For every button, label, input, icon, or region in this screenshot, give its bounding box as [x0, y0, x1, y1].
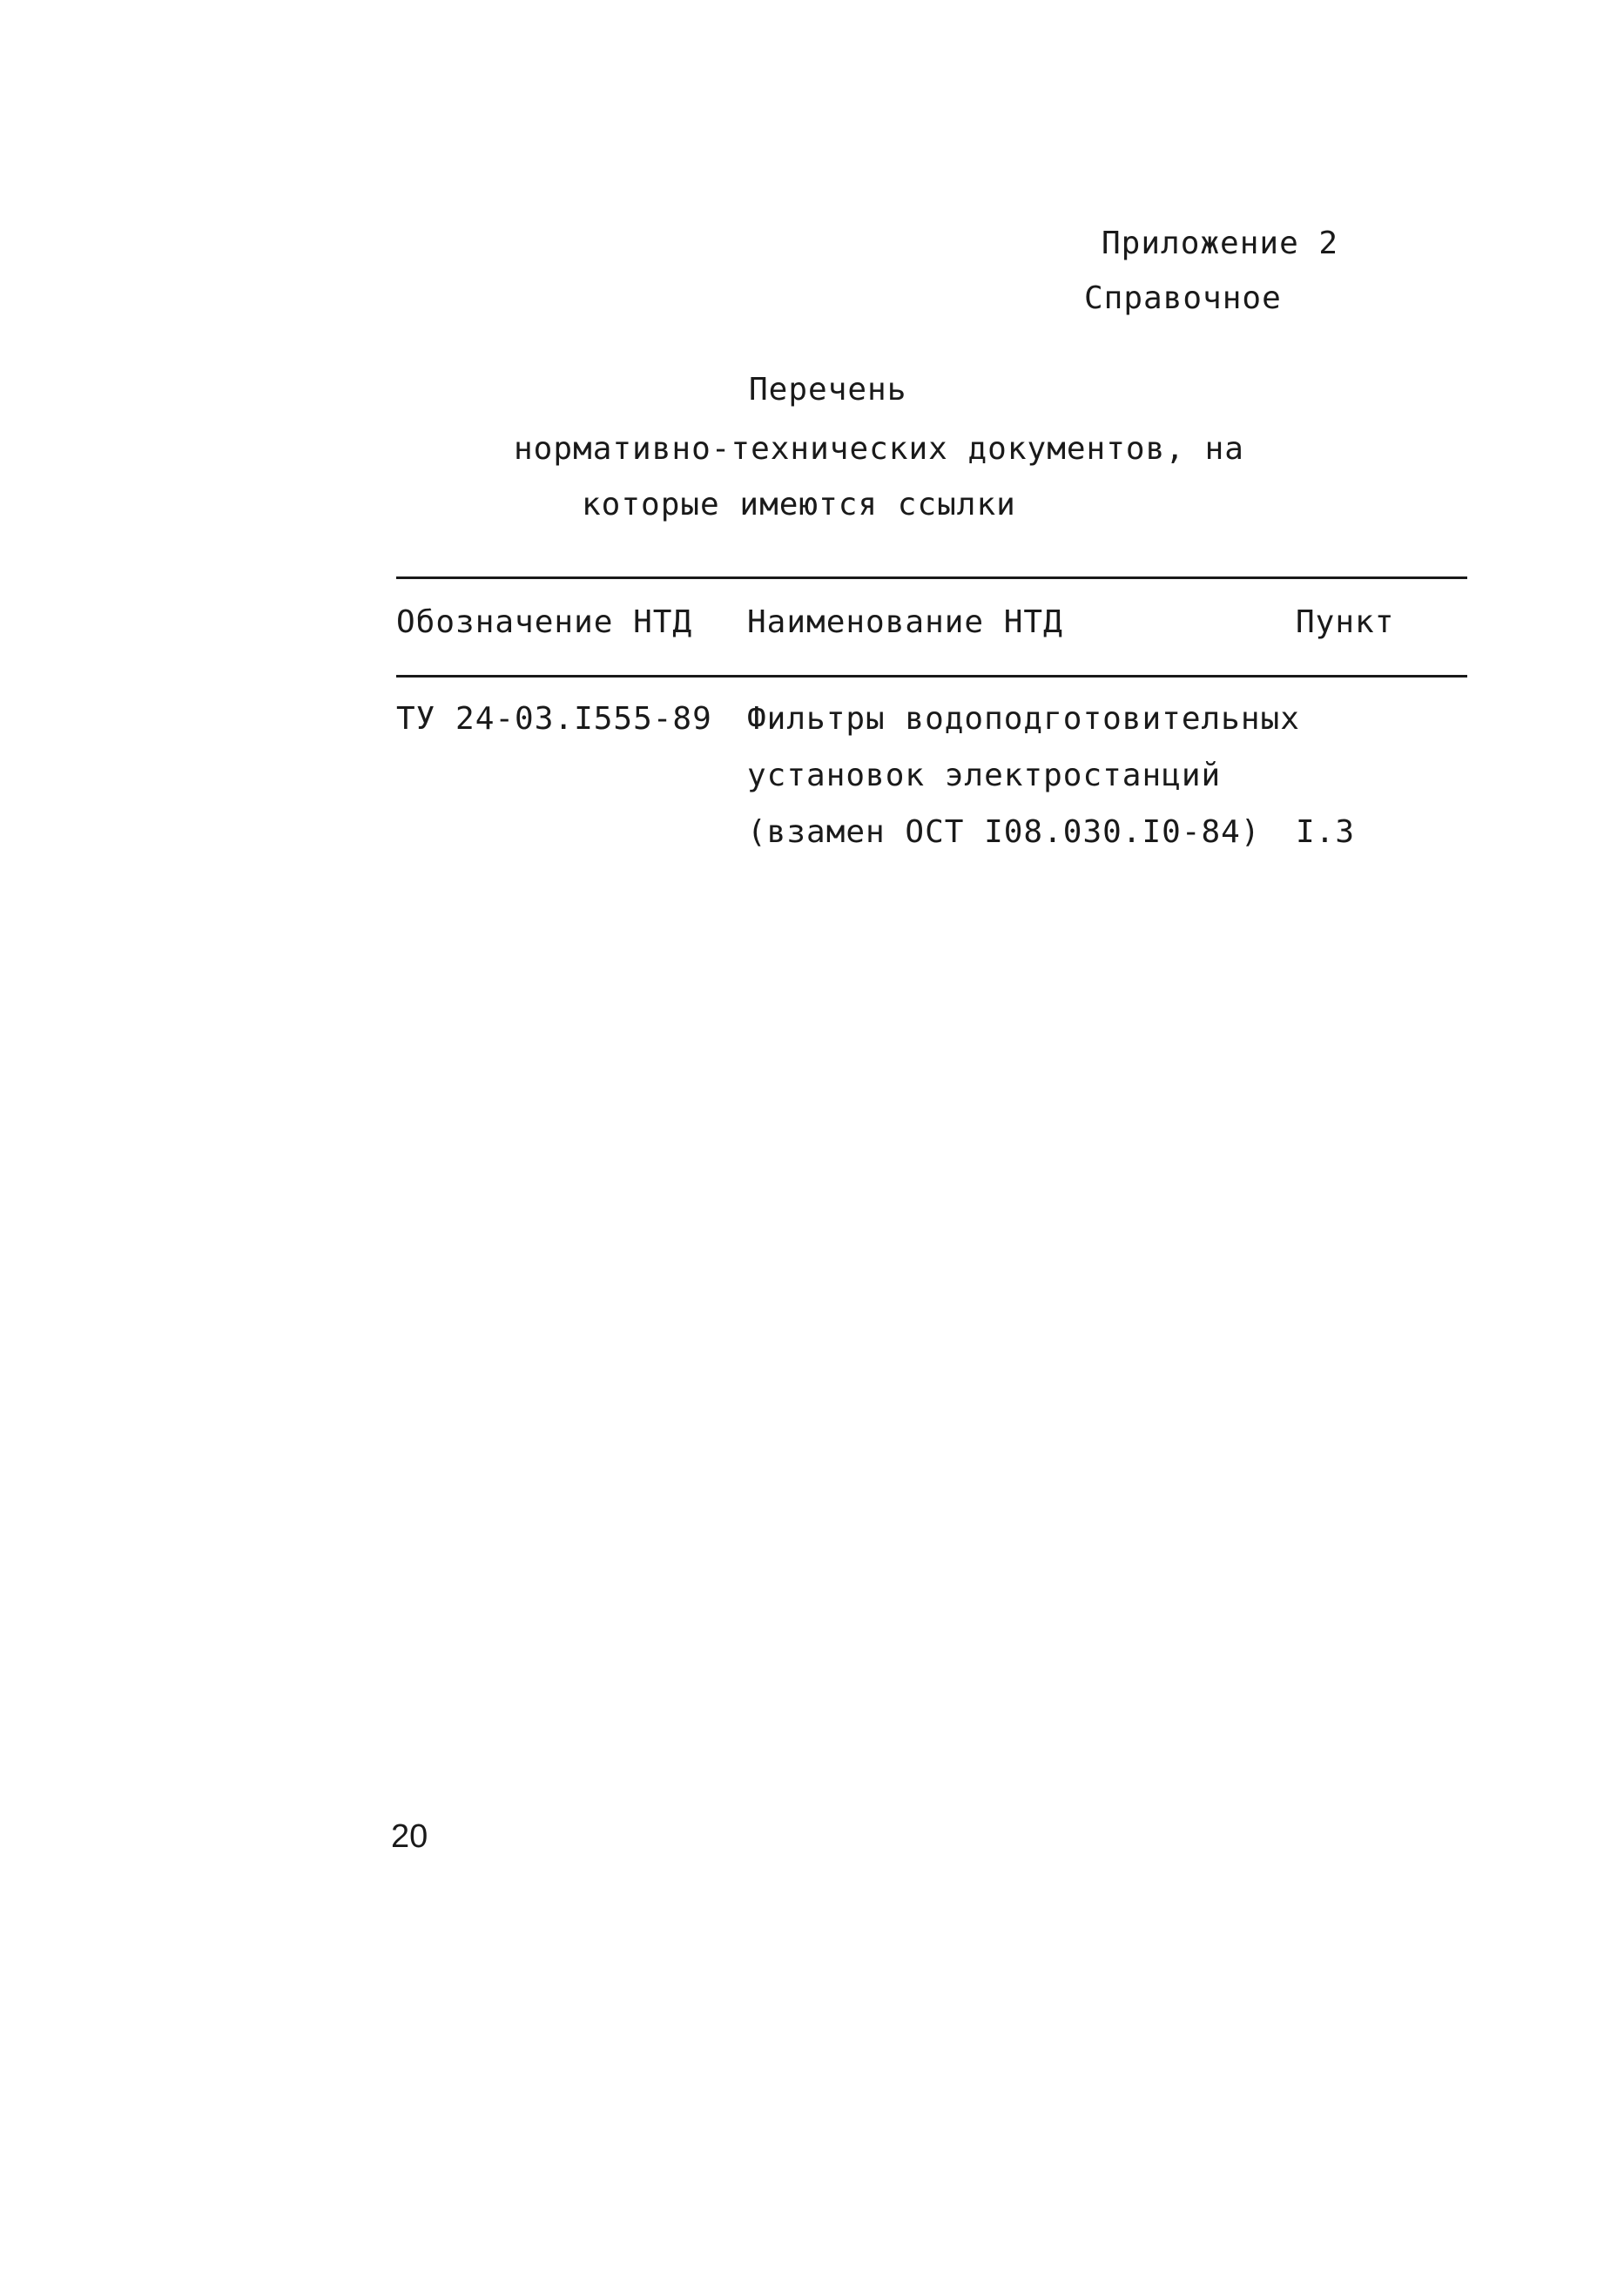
table-cell-designation: ТУ 24-03.I555-89	[396, 701, 712, 737]
column-header-name: Наименование НТД	[747, 604, 1063, 640]
table-cell-item: I.3	[1296, 814, 1356, 850]
column-header-item: Пункт	[1296, 604, 1395, 640]
heading-line-1: Перечень	[749, 372, 907, 408]
table-cell-name-line: Фильтры водоподготовительных	[747, 701, 1300, 737]
table-cell-name-line: (взамен ОСТ I08.030.I0-84)	[747, 814, 1261, 850]
column-header-designation: Обозначение НТД	[396, 604, 693, 640]
annex-title: Приложение 2	[1102, 226, 1339, 261]
page-number: 20	[391, 1818, 428, 1855]
heading-line-3: которые имеются ссылки	[582, 487, 1016, 522]
heading-line-2: нормативно-технических документов, на	[514, 431, 1244, 467]
table-top-rule	[396, 576, 1467, 579]
table-header-rule	[396, 675, 1467, 678]
annex-type: Справочное	[1084, 280, 1282, 316]
table-cell-name-line: установок электростанций	[747, 758, 1222, 793]
